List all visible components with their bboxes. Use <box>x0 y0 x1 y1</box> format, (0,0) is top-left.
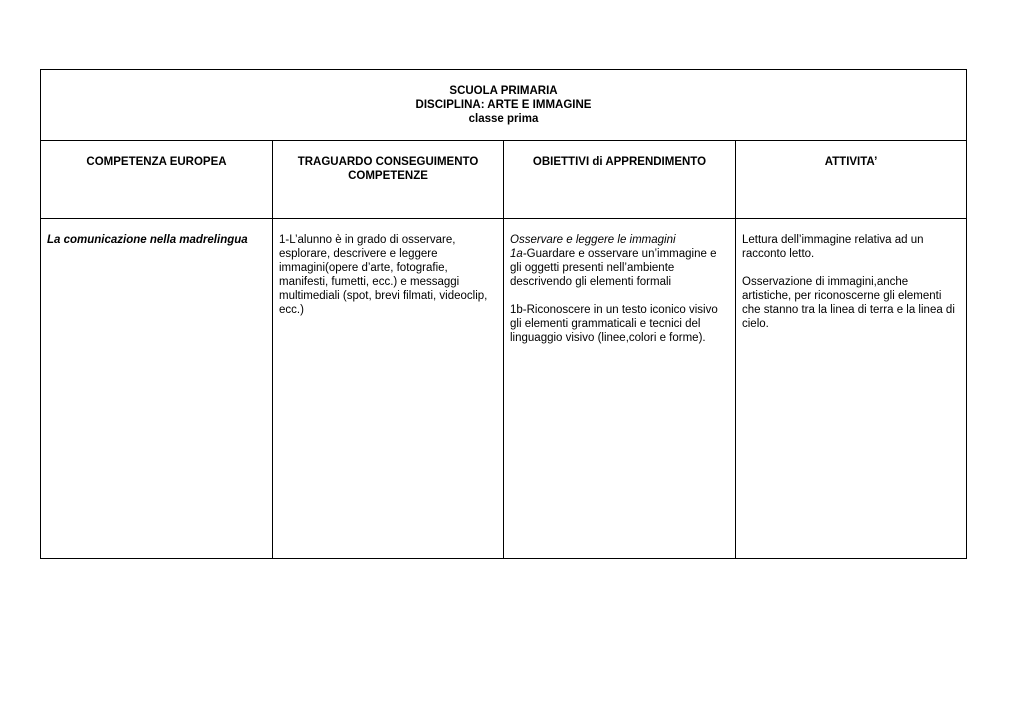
title-school: SCUOLA PRIMARIA <box>449 85 558 97</box>
curriculum-table <box>40 69 967 559</box>
attivita-item-2: Osservazione di immagini,anche artistiche, per riconoscerne gli elementi che stanno tra la linea di terra e la linea di cielo. <box>742 276 955 330</box>
cell-obiettivi <box>504 219 736 558</box>
header-attivita: ATTIVITA’ <box>824 156 878 168</box>
competenza-text: La comunicazione nella madrelingua <box>47 234 248 246</box>
table-header-row <box>41 141 966 219</box>
cell-competenza <box>41 219 273 558</box>
attivita-item-1: Lettura dell’immagine relativa ad un racconto letto. <box>742 234 924 260</box>
obiettivi-heading: Osservare e leggere le immagini <box>510 234 676 246</box>
obiettivi-item-1-prefix: 1a- <box>510 248 527 260</box>
paragraph-gap <box>510 289 729 303</box>
cell-attivita <box>736 219 966 558</box>
title-discipline: DISCIPLINA: ARTE E IMMAGINE <box>415 99 592 111</box>
obiettivi-item-1-text: Guardare e osservare un’immagine e gli oggetti presenti nell’ambiente descrivendo gli elementi formali <box>510 248 717 288</box>
table-row <box>41 219 966 558</box>
header-traguardo: TRAGUARDO CONSEGUIMENTO COMPETENZE <box>273 141 504 218</box>
cell-traguardo <box>273 219 504 558</box>
document-title <box>41 70 966 141</box>
obiettivi-item-1 <box>510 247 729 289</box>
paragraph-gap <box>742 261 960 275</box>
header-competenza-europea: COMPETENZA EUROPEA <box>41 141 273 218</box>
title-class: classe prima <box>468 113 539 125</box>
header-obiettivi: OBIETTIVI di APPRENDIMENTO <box>504 141 736 218</box>
obiettivi-item-2: 1b-Riconoscere in un testo iconico visivo gli elementi grammaticali e tecnici del linguaggio visivo (linee,colori e forme). <box>510 304 718 344</box>
traguardo-text: 1-L’alunno è in grado di osservare, esplorare, descrivere e leggere immagini(opere d’arte, fotografie, manifesti, fumetti, ecc.) e messaggi multimediali (spot, brevi filmati, videoclip, ecc.) <box>279 234 488 316</box>
